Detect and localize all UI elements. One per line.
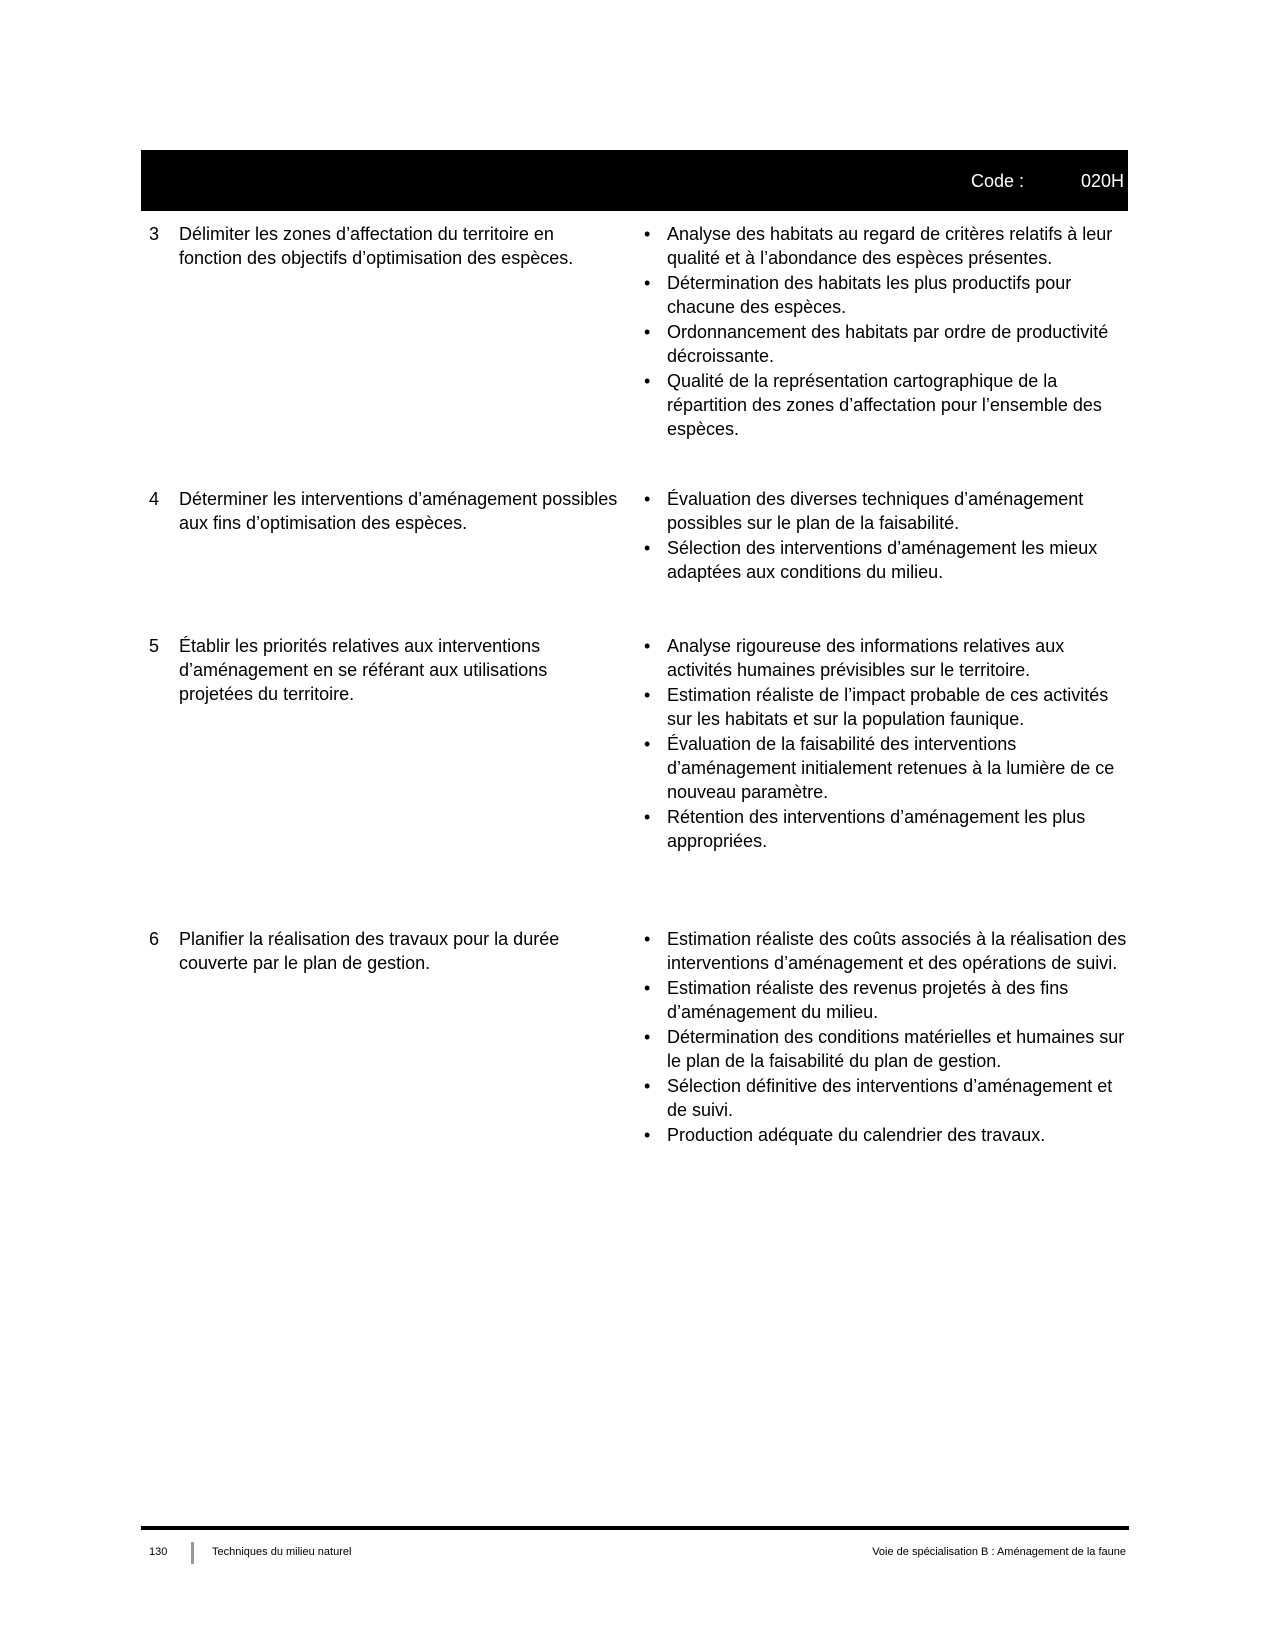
criterion [644,271,1130,319]
criterion-text: Rétention des interventions d’aménagement les plus appropriées. [667,807,1086,851]
criterion-text: Détermination des conditions matérielles et humaines sur le plan de la faisabilité du plan de gestion. [667,1027,1125,1071]
bullet-icon: • [644,1027,651,1047]
bullet-icon: • [644,489,651,509]
element-number: 5 [149,636,160,656]
bullet-icon: • [644,978,651,998]
criterion [644,805,1130,853]
criteria-list [644,222,1130,442]
criterion-text: Estimation réaliste de l’impact probable de ces activités sur les habitats et sur la population faunique. [667,685,1109,729]
competency-element [149,222,619,270]
criterion [644,732,1130,804]
code-label [971,171,1126,192]
competency-element [149,634,619,706]
element-number: 6 [149,929,160,949]
voie-title: Voie de spécialisation B : Aménagement de la faune [872,1546,1126,1558]
bullet-icon: • [644,636,651,656]
competency-element [149,487,619,535]
code-value: 020H [1081,171,1125,191]
criterion-text: Détermination des habitats les plus productifs pour chacune des espèces. [667,273,1072,317]
bullet-icon: • [644,538,651,558]
bullet-icon: • [644,807,651,827]
book-title: Techniques du milieu naturel [212,1546,352,1558]
criterion [644,369,1130,441]
page-number: 130 [149,1546,168,1558]
criterion [644,222,1130,270]
criterion [644,487,1130,535]
criterion [644,1074,1130,1122]
bullet-icon: • [644,1125,651,1145]
criterion [644,683,1130,731]
criterion-text: Estimation réaliste des coûts associés à la réalisation des interventions d’aménagement et des opérations de suivi. [667,929,1127,973]
criterion-text: Analyse des habitats au regard de critères relatifs à leur qualité et à l’abondance des espèces présentes. [667,224,1113,268]
criterion-text: Évaluation de la faisabilité des interventions d’aménagement initialement retenues à la lumière de ce nouveau paramètre. [667,734,1115,802]
element-text: Établir les priorités relatives aux interventions d’aménagement en se référant aux utilisations projetées du territoire. [179,636,548,704]
criterion [644,536,1130,584]
criterion [644,1025,1130,1073]
criterion-text: Ordonnancement des habitats par ordre de productivité décroissante. [667,322,1109,366]
criterion-text: Évaluation des diverses techniques d’aménagement possibles sur le plan de la faisabilité. [667,489,1084,533]
criteria-list [644,634,1130,854]
criteria-list [644,487,1130,585]
criteria-list [644,927,1130,1148]
criterion [644,927,1130,975]
footer-separator [191,1542,194,1564]
criterion-text: Production adéquate du calendrier des travaux. [667,1125,1046,1145]
code-label-text: Code : [971,171,1025,191]
element-text: Planifier la réalisation des travaux pour la durée couverte par le plan de gestion. [179,929,560,973]
bullet-icon: • [644,685,651,705]
element-number: 3 [149,224,160,244]
element-number: 4 [149,489,160,509]
bullet-icon: • [644,273,651,293]
criterion [644,320,1130,368]
bullet-icon: • [644,224,651,244]
criterion-text: Analyse rigoureuse des informations relatives aux activités humaines prévisibles sur le territoire. [667,636,1065,680]
competency-element [149,927,619,975]
criterion-text: Sélection définitive des interventions d’aménagement et de suivi. [667,1076,1113,1120]
bullet-icon: • [644,322,651,342]
footer-rule [141,1526,1129,1530]
criterion [644,634,1130,682]
element-text: Délimiter les zones d’affectation du territoire en fonction des objectifs d’optimisation des espèces. [179,224,574,268]
bullet-icon: • [644,734,651,754]
element-text: Déterminer les interventions d’aménagement possibles aux fins d’optimisation des espèces. [179,489,618,533]
bullet-icon: • [644,1076,651,1096]
criterion [644,976,1130,1024]
criterion-text: Estimation réaliste des revenus projetés à des fins d’aménagement du milieu. [667,978,1069,1022]
criterion [644,1123,1130,1147]
bullet-icon: • [644,929,651,949]
criterion-text: Sélection des interventions d’aménagement les mieux adaptées aux conditions du milieu. [667,538,1098,582]
page-footer [149,1544,1126,1562]
bullet-icon: • [644,371,651,391]
criterion-text: Qualité de la représentation cartographique de la répartition des zones d’affectation pour l’ensemble des espèces. [667,371,1102,439]
